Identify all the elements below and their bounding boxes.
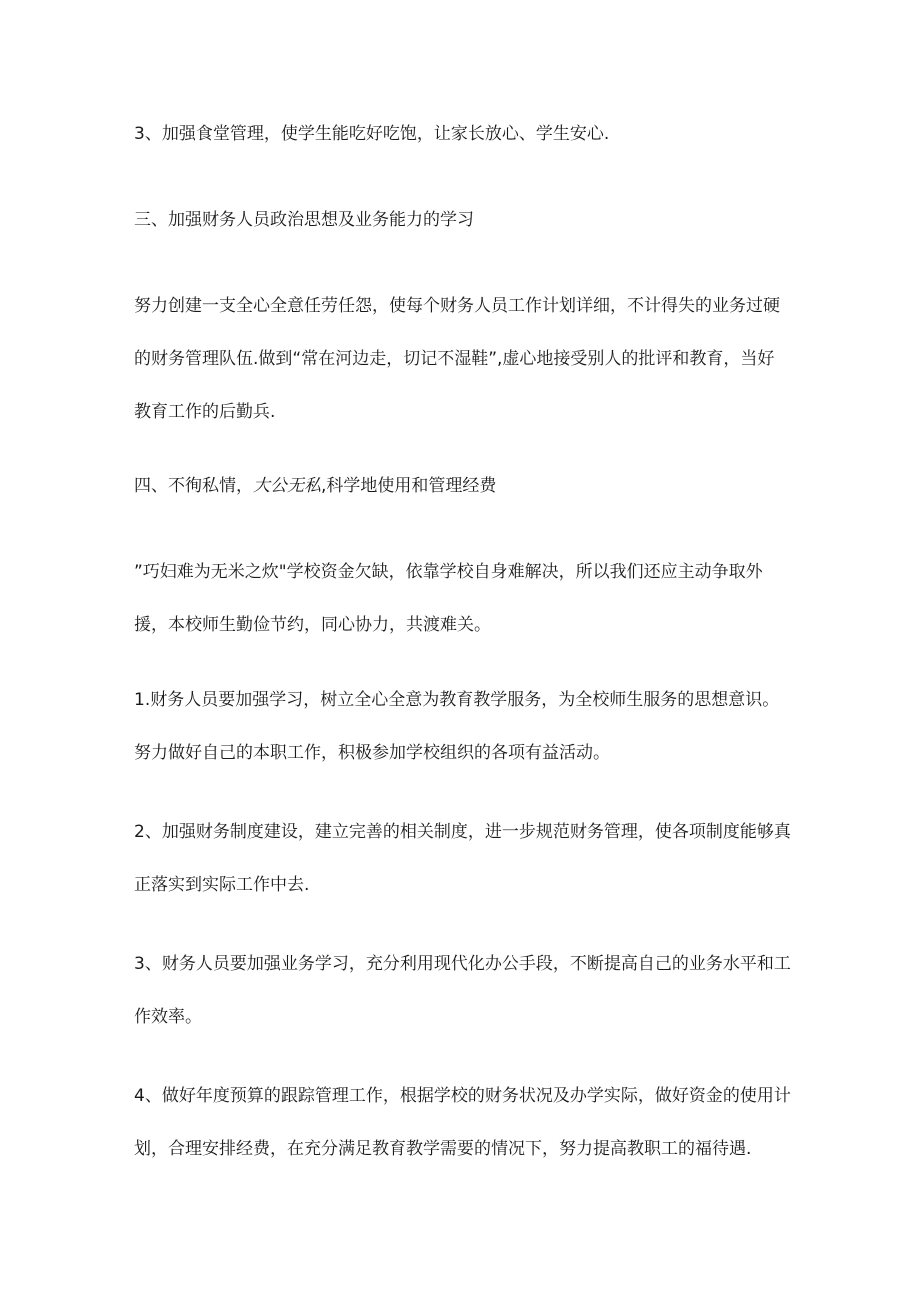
heading-text bbox=[134, 460, 794, 513]
paragraph-item-3 bbox=[134, 938, 794, 1044]
paragraph-item-2 bbox=[134, 806, 794, 912]
text-line: 教育工作的后勤兵. bbox=[134, 402, 276, 422]
paragraph-finance-team bbox=[134, 280, 794, 439]
paragraph-item-1 bbox=[134, 674, 794, 780]
text-line: 努力做好自己的本职工作，积极参加学校组织的各项有益活动。 bbox=[134, 743, 610, 763]
text-line: 4、做好年度预算的跟踪管理工作，根据学校的财务状况及办学实际，做好资金的使用计 bbox=[134, 1086, 791, 1106]
text-line: 划，合理安排经费，在充分满足教育教学需要的情况下，努力提高教职工的福待遇. bbox=[134, 1139, 752, 1159]
text-line: 作效率。 bbox=[134, 1007, 202, 1027]
heading-part: 四、不徇私情， bbox=[134, 476, 253, 496]
text-line: 2、加强财务制度建设，建立完善的相关制度，进一步规范财务管理，使各项制度能够真 bbox=[134, 822, 791, 842]
text-line: 1.财务人员要加强学习，树立全心全意为教育教学服务，为全校师生服务的思想意识。 bbox=[134, 690, 780, 710]
text-line: 正落实到实际工作中去. bbox=[134, 875, 310, 895]
heading-text: 三、加强财务人员政治思想及业务能力的学习 bbox=[134, 210, 474, 230]
heading-part-italic: 大公无私 bbox=[253, 476, 321, 496]
heading-part: ,科学地使用和管理经费 bbox=[321, 476, 497, 496]
text-line: 努力创建一支全心全意任劳任怨，使每个财务人员工作计划详细，不计得失的业务过硬 bbox=[134, 296, 780, 316]
paragraph-item-4 bbox=[134, 1070, 794, 1176]
section-heading-4 bbox=[134, 460, 794, 513]
text-line: ”巧妇难为无米之炊"学校资金欠缺，依靠学校自身难解决，所以我们还应主动争取外 bbox=[134, 562, 763, 582]
text-line: 3、财务人员要加强业务学习，充分利用现代化办公手段，不断提高自己的业务水平和工 bbox=[134, 954, 791, 974]
section-heading-3 bbox=[134, 194, 794, 247]
text-line: 援，本校师生勤俭节约，同心协力，共渡难关。 bbox=[134, 615, 491, 635]
text-line: 3、加强食堂管理，使学生能吃好吃饱，让家长放心、学生安心. bbox=[134, 124, 610, 144]
text-line: 的财务管理队伍.做到“常在河边走，切记不湿鞋”,虚心地接受别人的批评和教育，当好 bbox=[134, 349, 775, 369]
paragraph-funding bbox=[134, 546, 794, 652]
paragraph-canteen-management bbox=[134, 108, 794, 161]
